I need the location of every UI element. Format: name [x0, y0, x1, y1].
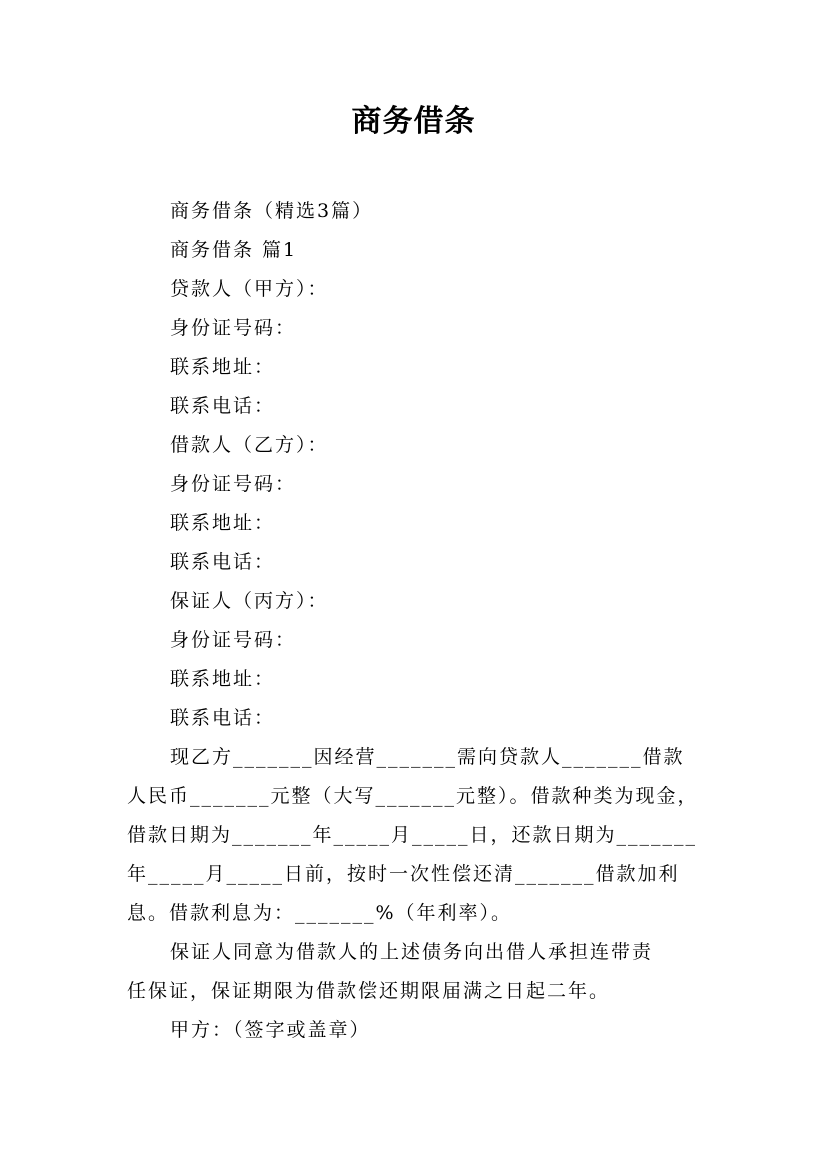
borrower-address-label: 联系地址： — [170, 512, 276, 534]
paragraph-line: 人民币_______元整（大写_______元整）。借款种类为现金， — [127, 785, 699, 807]
guarantor-phone-label: 联系电话： — [170, 707, 276, 729]
guarantor-address-label: 联系地址： — [170, 668, 276, 690]
lender-id-label: 身份证号码： — [170, 317, 297, 339]
lender-label: 贷款人（甲方）： — [170, 278, 329, 300]
paragraph-line: 息。借款利息为：_______%（年利率）。 — [127, 902, 513, 924]
borrower-phone-label: 联系电话： — [170, 551, 276, 573]
guarantor-id-label: 身份证号码： — [170, 629, 297, 651]
paragraph-line: 借款日期为_______年_____月_____日，还款日期为_______ — [127, 824, 698, 846]
borrower-label: 借款人（乙方）： — [170, 434, 329, 456]
subtitle-line: 商务借条（精选3篇） — [170, 200, 374, 222]
paragraph-line: 任保证，保证期限为借款偿还期限届满之日起二年。 — [127, 980, 611, 1002]
signature-line: 甲方：（签字或盖章） — [170, 1019, 371, 1041]
document-title: 商务借条 — [351, 104, 476, 139]
guarantor-label: 保证人（丙方）： — [170, 590, 329, 612]
section-heading: 商务借条 篇1 — [170, 239, 298, 261]
borrower-id-label: 身份证号码： — [170, 473, 297, 495]
paragraph-line: 现乙方_______因经营_______需向贷款人_______借款 — [170, 746, 685, 768]
paragraph-line: 保证人同意为借款人的上述债务向出借人承担连带责 — [170, 941, 654, 963]
paragraph-line: 年_____月_____日前，按时一次性偿还清_______借款加利 — [127, 863, 680, 885]
lender-phone-label: 联系电话： — [170, 395, 276, 417]
lender-address-label: 联系地址： — [170, 356, 276, 378]
